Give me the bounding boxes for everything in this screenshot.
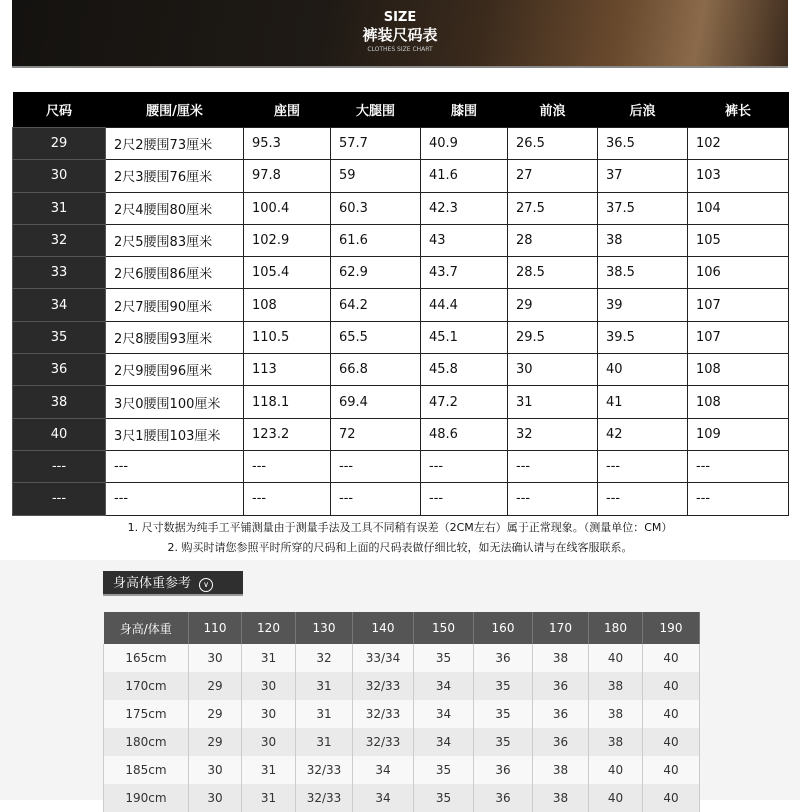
size-cell: 42 [598,418,688,450]
ref-cell: 38 [589,700,643,728]
size-cell: 65.5 [331,321,421,353]
size-cell: 29 [13,128,106,160]
size-cell: 40.9 [421,128,508,160]
size-cell: --- [244,450,331,482]
ref-cell: 30 [189,644,242,672]
size-cell: 62.9 [331,257,421,289]
ref-cell: 40 [589,756,643,784]
ref-cell: 180cm [104,728,189,756]
size-cell: 32 [508,418,598,450]
size-cell: --- [244,483,331,515]
size-cell: 103 [688,160,789,192]
size-header-cell: 膝围 [421,92,508,128]
ref-row [104,700,700,728]
size-cell: 2尺9腰围96厘米 [106,354,244,386]
ref-cell: 31 [242,644,296,672]
ref-cell: 35 [474,672,533,700]
size-cell: 30 [508,354,598,386]
note-1: 1. 尺寸数据为纯手工平铺测量由于测量手法及工具不同稍有误差（2CM左右）属于正常现象。（测量单位：CM） [127,521,673,534]
ref-cell: 30 [189,784,242,812]
ref-cell: 40 [643,784,700,812]
size-cell: 38 [598,224,688,256]
size-cell: 37.5 [598,192,688,224]
ref-cell: 165cm [104,644,189,672]
size-cell: 29 [508,289,598,321]
ref-cell: 38 [589,672,643,700]
ref-cell: 29 [189,672,242,700]
size-cell: 29.5 [508,321,598,353]
ref-header-cell: 130 [296,612,353,644]
size-cell: 48.6 [421,418,508,450]
ref-cell: 40 [589,784,643,812]
size-cell: 40 [13,418,106,450]
size-cell: 28 [508,224,598,256]
size-row [13,321,789,353]
ref-cell: 32 [296,644,353,672]
size-cell: 3尺1腰围103厘米 [106,418,244,450]
ref-header-cell: 140 [353,612,414,644]
ref-cell: 35 [414,784,474,812]
size-cell: 2尺4腰围80厘米 [106,192,244,224]
ref-cell: 38 [533,784,589,812]
ref-cell: 38 [589,728,643,756]
size-cell: 108 [688,354,789,386]
ref-cell: 40 [643,700,700,728]
size-cell: 107 [688,321,789,353]
size-cell: 44.4 [421,289,508,321]
ref-row [104,756,700,784]
size-header-cell: 前浪 [508,92,598,128]
size-cell: 31 [13,192,106,224]
ref-cell: 31 [242,756,296,784]
size-cell: --- [688,450,789,482]
size-cell: 26.5 [508,128,598,160]
size-row [13,386,789,418]
note-2: 2. 购买时请您参照平时所穿的尺码和上面的尺码表做仔细比较，如无法确认请与在线客服联系。 [167,541,633,554]
size-cell: 109 [688,418,789,450]
size-cell: --- [13,483,106,515]
size-row [13,192,789,224]
size-header-cell: 后浪 [598,92,688,128]
ref-cell: 175cm [104,700,189,728]
size-cell: --- [13,450,106,482]
ref-cell: 36 [474,756,533,784]
ref-cell: 33/34 [353,644,414,672]
ref-cell: 36 [533,700,589,728]
size-cell: --- [598,450,688,482]
size-cell: 66.8 [331,354,421,386]
size-row [13,224,789,256]
chevron-down-circle-icon: ∨ [199,578,213,592]
size-cell: 27 [508,160,598,192]
size-cell: 59 [331,160,421,192]
size-cell: 97.8 [244,160,331,192]
size-cell: 95.3 [244,128,331,160]
ref-header-cell: 160 [474,612,533,644]
size-cell: 100.4 [244,192,331,224]
height-weight-reference-button[interactable] [103,571,243,596]
ref-cell: 36 [474,784,533,812]
size-cell: 102 [688,128,789,160]
size-cell: 41.6 [421,160,508,192]
size-cell: 108 [688,386,789,418]
size-cell: 2尺7腰围90厘米 [106,289,244,321]
ref-cell: 40 [589,644,643,672]
ref-cell: 190cm [104,784,189,812]
ref-cell: 40 [643,756,700,784]
size-cell: 30 [13,160,106,192]
ref-cell: 185cm [104,756,189,784]
size-cell: --- [688,483,789,515]
size-cell: 37 [598,160,688,192]
size-cell: 105.4 [244,257,331,289]
size-cell: 36 [13,354,106,386]
ref-cell: 32/33 [296,784,353,812]
ref-cell: 35 [414,756,474,784]
ref-row [104,784,700,812]
ref-cell: 40 [643,644,700,672]
size-cell: --- [331,450,421,482]
ref-header-cell: 110 [189,612,242,644]
ref-cell: 30 [242,672,296,700]
ref-header-cell: 170 [533,612,589,644]
size-cell: 106 [688,257,789,289]
size-cell: 45.1 [421,321,508,353]
ref-cell: 32/33 [353,672,414,700]
ref-cell: 31 [296,728,353,756]
size-header-cell: 腰围/厘米 [106,92,244,128]
size-cell: 34 [13,289,106,321]
banner-title-cn: 裤装尺码表 [362,26,438,44]
ref-cell: 38 [533,644,589,672]
size-cell: 2尺2腰围73厘米 [106,128,244,160]
size-cell: 3尺0腰围100厘米 [106,386,244,418]
size-cell: 72 [331,418,421,450]
banner-subtitle: CLOTHES SIZE CHART [367,46,433,53]
size-table [12,92,789,516]
size-row [13,128,789,160]
ref-cell: 29 [189,700,242,728]
ref-cell: 40 [643,672,700,700]
size-cell: 2尺8腰围93厘米 [106,321,244,353]
ref-cell: 35 [474,728,533,756]
size-row [13,289,789,321]
ref-cell: 30 [242,728,296,756]
size-cell: 43 [421,224,508,256]
size-cell: --- [106,450,244,482]
ref-row [104,728,700,756]
size-cell: --- [421,483,508,515]
ref-cell: 35 [474,700,533,728]
size-header-cell: 裤长 [688,92,789,128]
ref-cell: 34 [414,700,474,728]
banner-title-en: SIZE [383,10,417,25]
ref-row [104,644,700,672]
size-cell: 2尺3腰围76厘米 [106,160,244,192]
size-cell: 38.5 [598,257,688,289]
ref-cell: 38 [533,756,589,784]
size-cell: 105 [688,224,789,256]
size-cell: --- [421,450,508,482]
ref-cell: 31 [296,672,353,700]
reference-button-label: 身高体重参考 [113,576,192,591]
size-cell: 64.2 [331,289,421,321]
ref-cell: 36 [533,728,589,756]
ref-cell: 30 [189,756,242,784]
size-row [13,354,789,386]
size-cell: 43.7 [421,257,508,289]
ref-header-cell: 身高/体重 [104,612,189,644]
size-cell: 27.5 [508,192,598,224]
size-cell: 108 [244,289,331,321]
ref-cell: 34 [414,728,474,756]
ref-cell: 32/33 [353,728,414,756]
size-cell: 47.2 [421,386,508,418]
ref-cell: 34 [353,784,414,812]
size-cell: 61.6 [331,224,421,256]
size-cell: 28.5 [508,257,598,289]
size-cell: 31 [508,386,598,418]
size-cell: --- [331,483,421,515]
size-cell: --- [508,483,598,515]
size-cell: 32 [13,224,106,256]
size-cell: 107 [688,289,789,321]
size-cell: 60.3 [331,192,421,224]
size-row [13,257,789,289]
ref-cell: 31 [242,784,296,812]
ref-header-cell: 180 [589,612,643,644]
size-cell: 57.7 [331,128,421,160]
size-cell: 110.5 [244,321,331,353]
size-cell: 123.2 [244,418,331,450]
size-cell: 40 [598,354,688,386]
size-cell: 35 [13,321,106,353]
size-cell: 104 [688,192,789,224]
size-cell: 39.5 [598,321,688,353]
size-header-cell: 尺码 [13,92,106,128]
size-cell: 113 [244,354,331,386]
ref-header-cell: 190 [643,612,700,644]
size-cell: 69.4 [331,386,421,418]
ref-cell: 34 [353,756,414,784]
size-header-cell: 座围 [244,92,331,128]
ref-cell: 29 [189,728,242,756]
ref-cell: 32/33 [296,756,353,784]
ref-cell: 36 [474,644,533,672]
size-cell: 41 [598,386,688,418]
size-cell: 42.3 [421,192,508,224]
size-cell: --- [106,483,244,515]
ref-cell: 170cm [104,672,189,700]
size-cell: 36.5 [598,128,688,160]
banner [12,0,788,68]
ref-cell: 31 [296,700,353,728]
size-cell: 33 [13,257,106,289]
size-cell: 118.1 [244,386,331,418]
ref-cell: 30 [242,700,296,728]
size-row [13,418,789,450]
ref-header-cell: 150 [414,612,474,644]
size-cell: 39 [598,289,688,321]
size-row [13,483,789,515]
size-row [13,160,789,192]
ref-cell: 36 [533,672,589,700]
ref-cell: 35 [414,644,474,672]
size-cell: --- [598,483,688,515]
size-cell: 2尺5腰围83厘米 [106,224,244,256]
size-header-cell: 大腿围 [331,92,421,128]
height-weight-table [103,612,700,812]
size-cell: 38 [13,386,106,418]
ref-cell: 34 [414,672,474,700]
size-cell: 102.9 [244,224,331,256]
size-cell: 2尺6腰围86厘米 [106,257,244,289]
size-cell: 45.8 [421,354,508,386]
size-cell: --- [508,450,598,482]
ref-cell: 40 [643,728,700,756]
ref-cell: 32/33 [353,700,414,728]
size-row [13,450,789,482]
ref-header-cell: 120 [242,612,296,644]
ref-row [104,672,700,700]
